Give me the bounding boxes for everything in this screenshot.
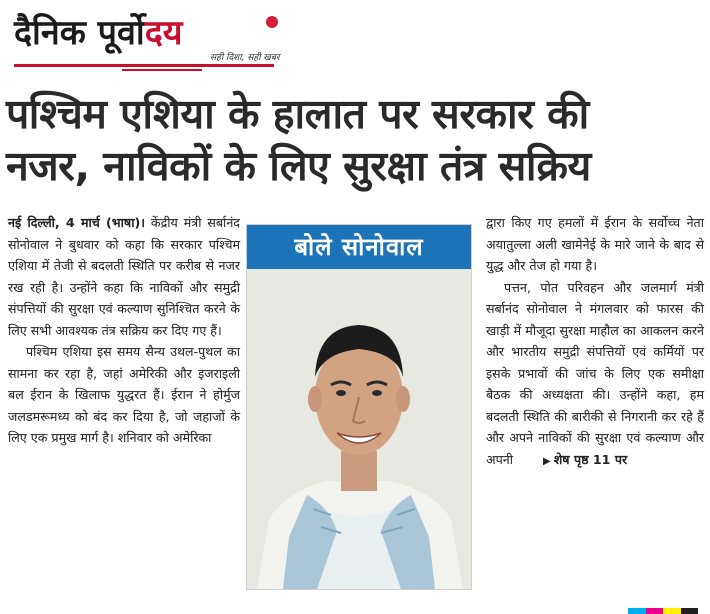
logo-text-accent: दय — [144, 13, 183, 53]
print-color-bar — [628, 608, 698, 614]
masthead — [14, 6, 284, 68]
article-paragraph-1-text: केंद्रीय मंत्री सर्बानंद सोनोवाल ने बुधवार को कहा कि सरकार पश्चिम एशिया में तेजी से बदलती स्थिति पर करीब से नजर रख रही है। उन्होंने कहा कि नाविकों और समुद्री संपत्तियों की सुरक्षा एवं कल्याण सुनिश्चित करने के लिए सभी आवश्यक तंत्र सक्रिय कर दिए गए हैं। — [8, 215, 240, 338]
article-column-left — [8, 212, 240, 449]
masthead-subrule — [122, 69, 202, 71]
article-paragraph-4 — [486, 277, 704, 473]
continued-reference[interactable]: शेष पृष्ठ 11 पर — [553, 451, 628, 467]
masthead-tagline: सही दिशा, सही खबर — [210, 53, 280, 63]
play-triangle-icon: ▶ — [543, 455, 551, 467]
photo-banner: बोले सोनोवाल — [247, 225, 471, 269]
headline-line-1: पश्चिम एशिया के हालात पर सरकार की — [6, 90, 589, 138]
portrait-photo — [247, 269, 471, 589]
masthead-rule — [14, 64, 274, 67]
photo-box — [246, 224, 472, 590]
article-paragraph-3: द्वारा किए गए हमलों में ईरान के सर्वोच्च नेता अयातुल्ला अली खामेनेई के मारे जाने के बाद से युद्ध और तेज हो गया है। — [486, 215, 704, 273]
headline — [6, 88, 706, 192]
headline-line-2: नजर, नाविकों के लिए सुरक्षा तंत्र सक्रिय — [6, 142, 591, 190]
logo-text-main: दैनिक पूर्वो — [14, 13, 145, 53]
article-paragraph-4-text: पत्तन, पोत परिवहन और जलमार्ग मंत्री सर्बानंद सोनोवाल ने मंगलवार को फारस की खाड़ी में मौजूदा सुरक्षा माहौल का आकलन करने और भारतीय समुद्री संपत्तियों एवं कर्मियों पर इसके प्रभावों की जांच के लिए एक समीक्षा बैठक की अध्यक्षता की। उन्होंने कहा, हम बदलती स्थिति की बारीकी से निगरानी कर रहे हैं और अपने नाविकों की सुरक्षा एवं कल्याण और अपनी — [486, 279, 704, 467]
newspaper-logo — [14, 8, 182, 54]
article-column-right — [486, 212, 704, 472]
article-paragraph-2: पश्चिम एशिया इस समय सैन्य उथल-पुथल का सामना कर रहा है, जहां अमेरिकी और इजराइली बल ईरान के खिलाफ युद्धरत हैं। ईरान ने होर्मुज जलडमरूमध्य को बंद कर दिया है, जो जहाजों के लिए एक प्रमुख मार्ग है। शनिवार को अमेरिका — [8, 344, 240, 445]
logo-dot-icon — [266, 16, 278, 28]
article-paragraph-1 — [8, 212, 240, 341]
dateline: नई दिल्ली, 4 मार्च (भाषा)। — [8, 215, 145, 230]
